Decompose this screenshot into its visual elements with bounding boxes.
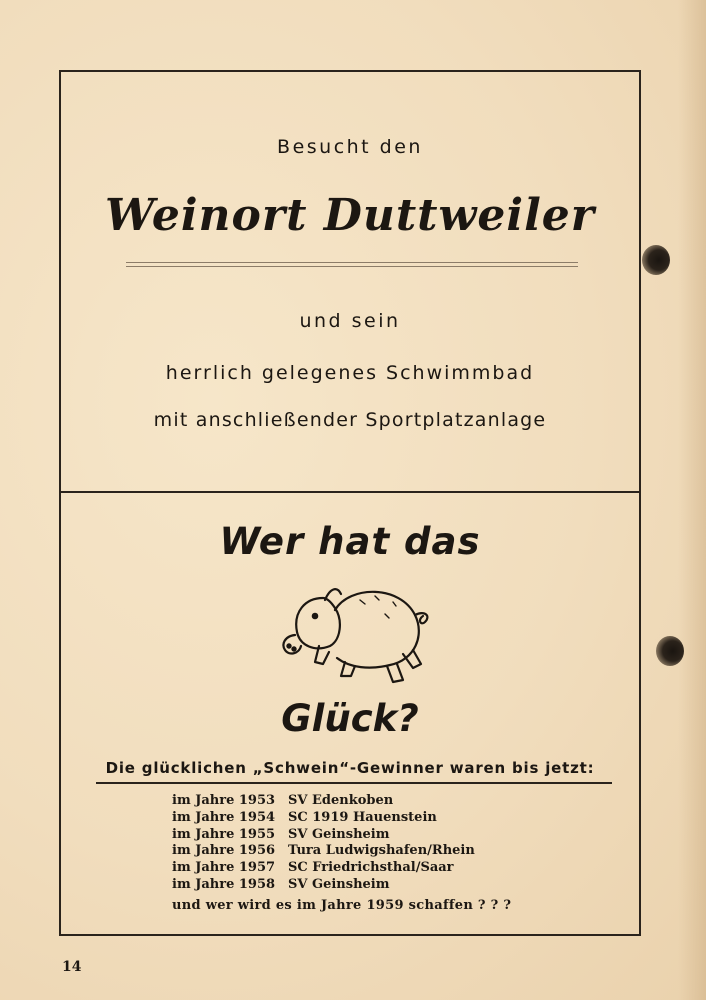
winners-heading: Die glücklichen „Schwein“-Gewinner waren bis jetzt: xyxy=(105,759,595,777)
title-rule-lower xyxy=(126,266,578,267)
winner-club: SV Edenkoben xyxy=(288,793,394,808)
advert-line-2: herrlich gelegenes Schwimmbad xyxy=(165,362,535,384)
title-rule-upper xyxy=(126,262,578,263)
advert-line-1: und sein xyxy=(299,310,401,332)
winner-year: im Jahre 1955 xyxy=(172,826,276,842)
winner-year: im Jahre 1957 xyxy=(172,860,276,876)
page-edge-shadow xyxy=(678,0,706,1000)
winner-year: im Jahre 1958 xyxy=(172,876,276,892)
winner-year: im Jahre 1954 xyxy=(172,809,276,825)
winner-club: SC 1919 Hauenstein xyxy=(288,809,437,825)
winner-row xyxy=(172,827,475,844)
advert-intro: Besucht den xyxy=(277,136,423,158)
winner-club: SV Geinsheim xyxy=(288,826,390,842)
advert-town-title: Weinort Duttweiler xyxy=(105,190,595,241)
winner-club: Tura Ludwigshafen/Rhein xyxy=(288,843,475,859)
winner-year: im Jahre 1956 xyxy=(172,843,276,859)
contest-slogan-top: Wer hat das xyxy=(219,520,481,563)
winners-heading-rule xyxy=(96,782,612,784)
winner-row xyxy=(172,860,475,877)
pig-icon xyxy=(275,580,435,690)
winner-year: im Jahre 1953 xyxy=(172,793,276,808)
contest-slogan-bottom: Glück? xyxy=(281,697,419,740)
winners-list xyxy=(172,793,475,894)
winner-club: SC Friedrichsthal/Saar xyxy=(288,860,454,876)
winner-club: SV Geinsheim xyxy=(288,876,390,892)
punch-hole-upper xyxy=(642,245,670,275)
winner-row xyxy=(172,843,475,860)
winner-row xyxy=(172,793,475,810)
winner-row xyxy=(172,877,475,894)
advert-line-3: mit anschließender Sportplatzanlage xyxy=(153,409,547,431)
frame-divider xyxy=(59,491,641,493)
closing-question: und wer wird es im Jahre 1959 schaffen ? ? ? xyxy=(172,898,512,913)
punch-hole-lower xyxy=(656,636,684,666)
winner-row xyxy=(172,810,475,827)
page-number: 14 xyxy=(62,959,82,975)
